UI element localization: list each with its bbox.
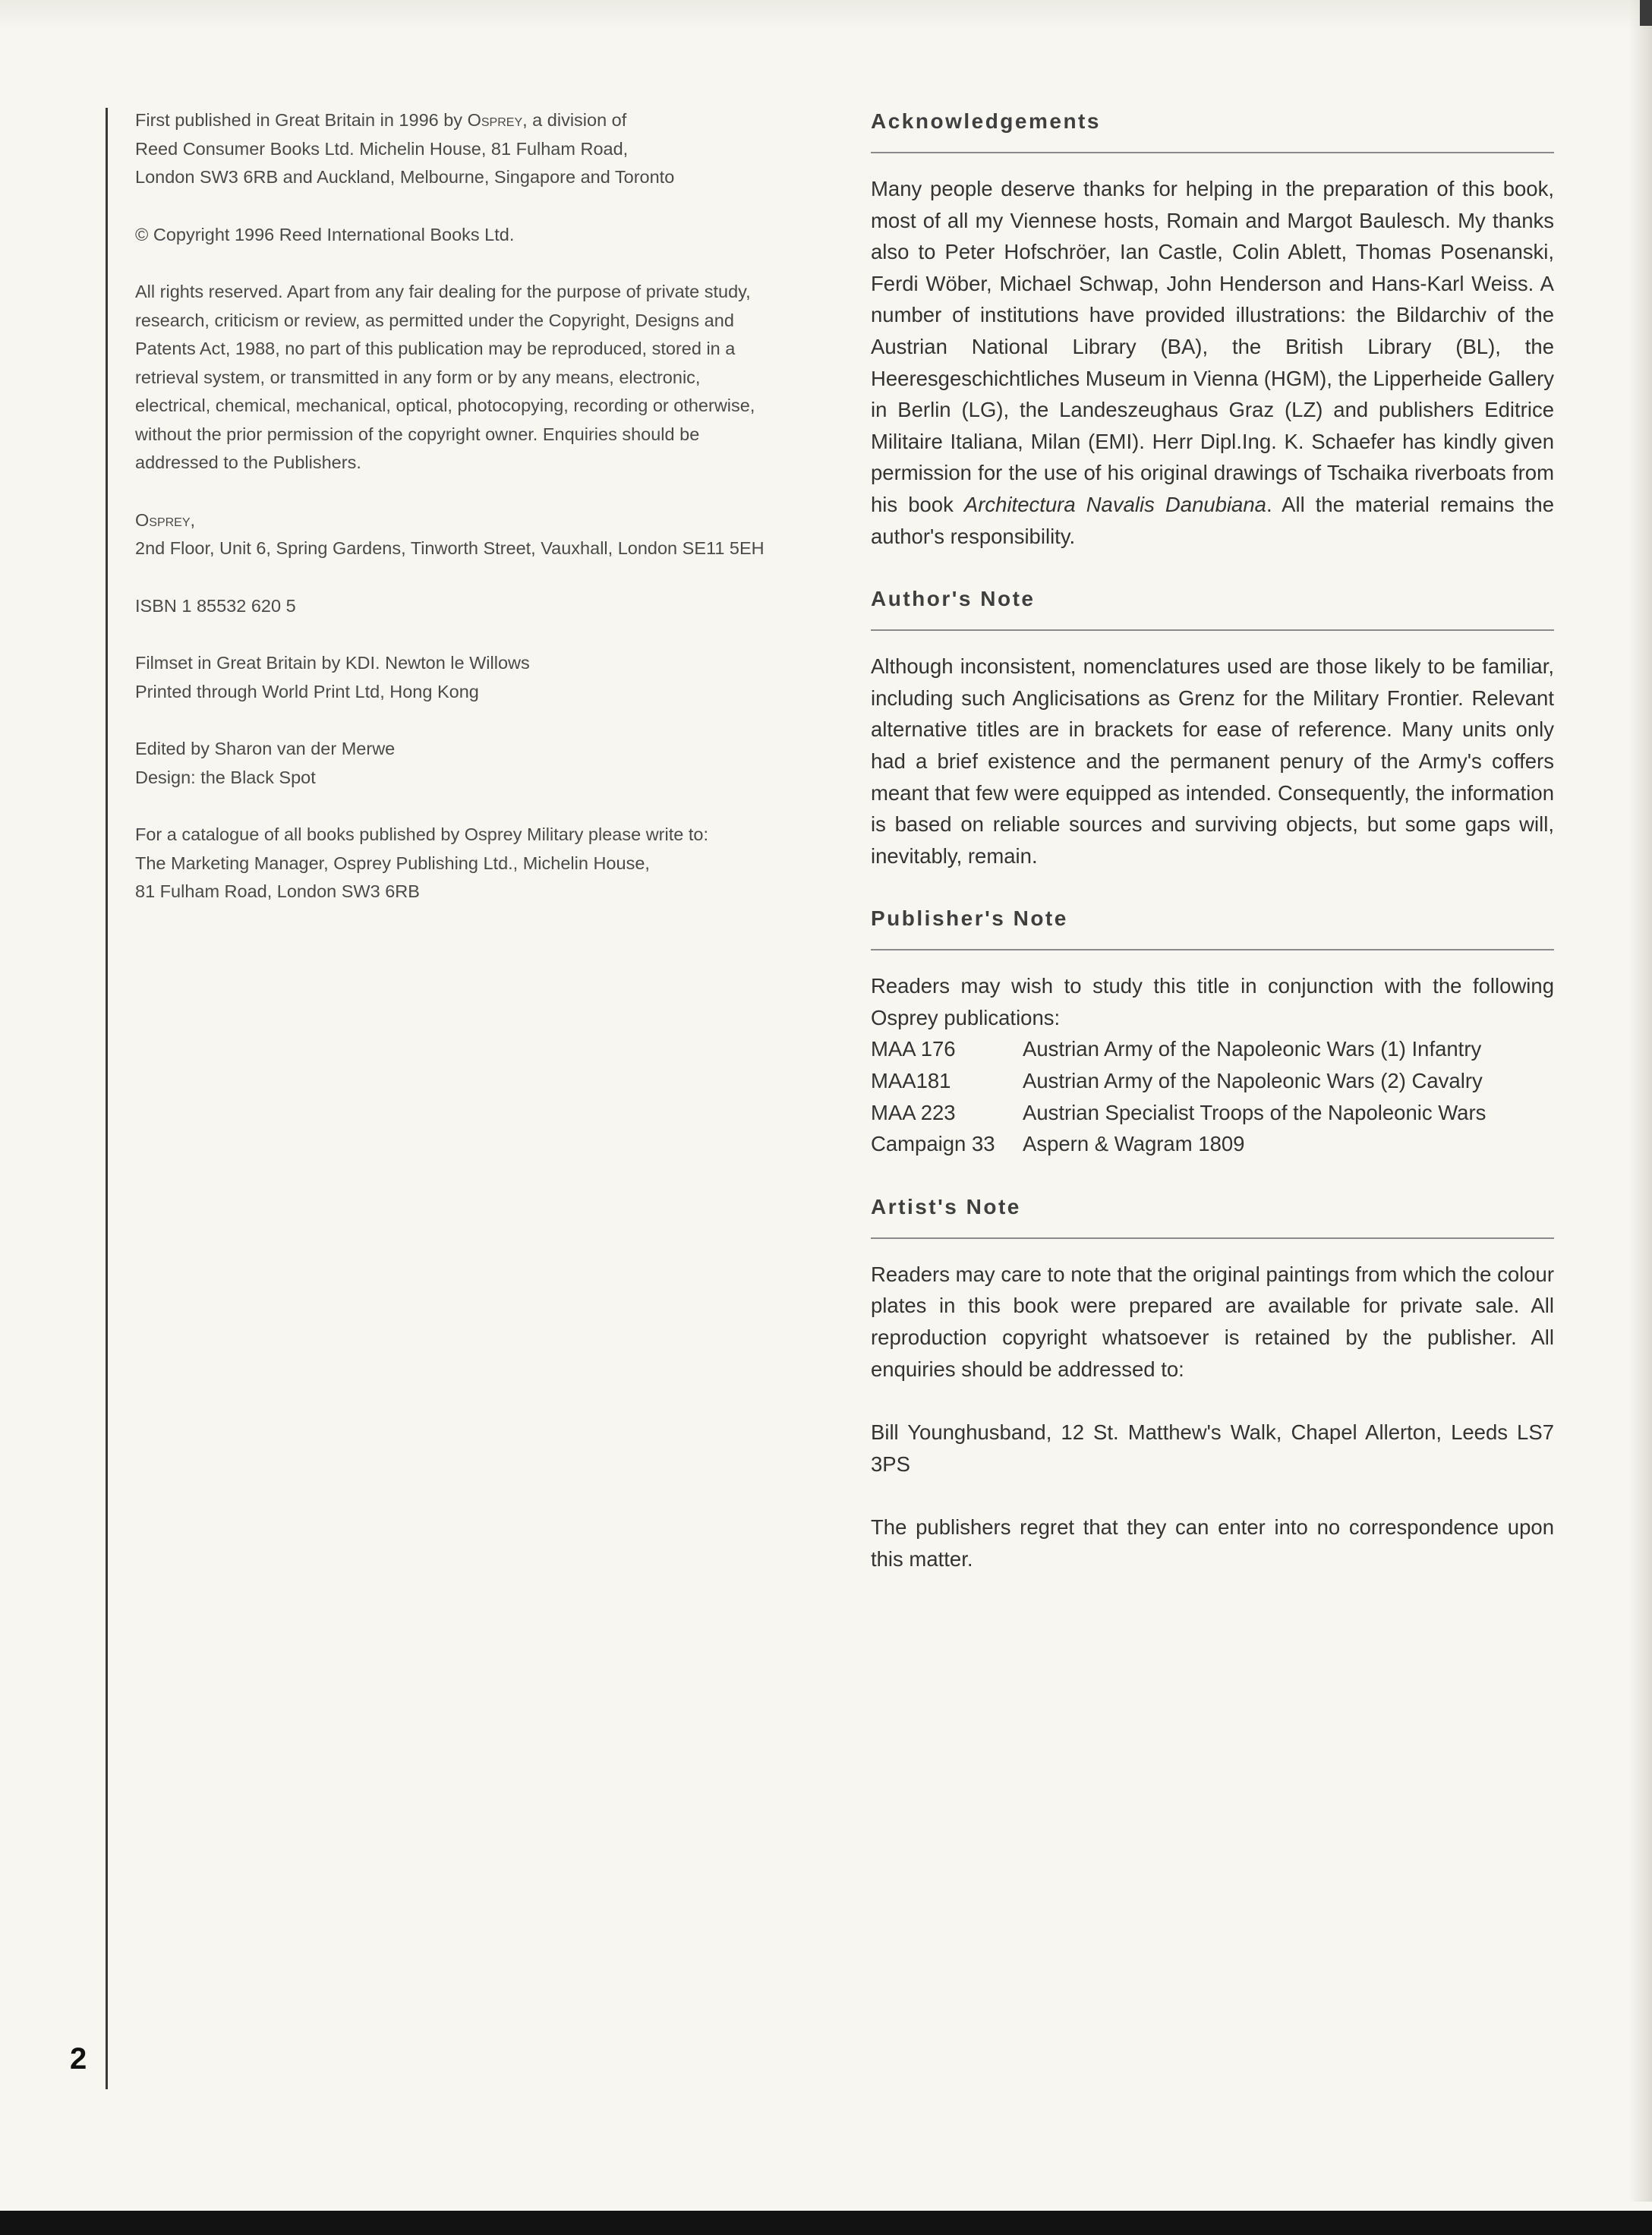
artists-note-rule	[871, 1237, 1554, 1239]
authors-note-heading: Author's Note	[871, 587, 1036, 611]
publication-title: Aspern & Wagram 1809	[1023, 1132, 1245, 1156]
publishers-note-rule	[871, 949, 1554, 950]
acknowledgements-heading: Acknowledgements	[871, 109, 1101, 133]
publication-code: MAA181	[871, 1069, 951, 1093]
publication-title: Austrian Army of the Napoleonic Wars (1) Infantry	[1023, 1037, 1482, 1061]
publication-title: Austrian Specialist Troops of the Napoleonic Wars	[1023, 1100, 1486, 1124]
publication-code: MAA 176	[871, 1037, 956, 1061]
artist-address: Bill Younghusband, 12 St. Matthew's Walk, Chapel Allerton, Leeds LS7 3PS	[871, 1420, 1554, 1476]
authors-note-text: Although inconsistent, nomenclatures used are those likely to be familiar, including such Anglicisations as Grenz for the Military Frontier. Relevant alternative titles are in brackets for ease of reference. Many units only had a brief existence and the permanent penury of the Army's coffers meant that few were equipped as intended. Consequently, the information is based on reliable sources and surviving objects, but some gaps will, inevitably, remain.	[871, 654, 1554, 868]
publisher-address: Osprey, 2nd Floor, Unit 6, Spring Gardens, Tinworth Street, Vauxhall, London SE11 5EH	[135, 509, 765, 558]
publication-row	[871, 1128, 1554, 1160]
scan-bottom-band	[0, 2211, 1652, 2235]
artists-note-closing: The publishers regret that they can enter into no correspondence upon this matter.	[871, 1515, 1554, 1571]
copyright-notice: © Copyright 1996 Reed International Books Ltd.	[135, 224, 515, 244]
artists-note-section	[871, 1192, 1554, 1575]
first-published-line-3: London SW3 6RB and Auckland, Melbourne, Singapore and Toronto	[135, 167, 675, 187]
first-published-line-1: First published in Great Britain in 1996 by Osprey, a division of	[135, 110, 627, 130]
publication-row	[871, 1033, 1554, 1065]
catalogue-request: For a catalogue of all books published by Osprey Military please write to: The Marketing Manager, Osprey Publishing Ltd., Michelin House, 81 Fulham Road, London SW3 6RB	[135, 824, 708, 901]
authors-note-rule	[871, 629, 1554, 631]
imprint-column	[135, 106, 834, 935]
publication-row	[871, 1065, 1554, 1097]
page-number: 2	[70, 2042, 87, 2076]
artists-note-heading: Artist's Note	[871, 1194, 1021, 1218]
publication-code: MAA 223	[871, 1100, 956, 1124]
publication-title: Austrian Army of the Napoleonic Wars (2) Cavalry	[1023, 1069, 1483, 1093]
page-top-shadow	[0, 0, 1652, 30]
publications-list	[871, 1033, 1554, 1159]
authors-note-section	[871, 584, 1554, 872]
page-right-edge-shadow	[1629, 0, 1652, 2202]
publication-row	[871, 1097, 1554, 1129]
publishers-note-heading: Publisher's Note	[871, 906, 1068, 931]
notes-column	[871, 106, 1554, 1575]
isbn: ISBN 1 85532 620 5	[135, 595, 296, 616]
filmset-credits: Filmset in Great Britain by KDI. Newton le Willows Printed through World Print Ltd, Hong Kong	[135, 653, 530, 701]
first-published-paragraph	[135, 106, 834, 192]
publication-code: Campaign 33	[871, 1132, 995, 1156]
book-title: Architectura Navalis Danubiana	[963, 492, 1266, 516]
acknowledgements-text: Many people deserve thanks for helping in the preparation of this book, most of all my Viennese hosts, Romain and Margot Baulesch. My thanks also to Peter Hofschröer, Ian Castle, Colin Ablett, Thomas Posenanski, Ferdi Wöber, Michael Schwap, John Henderson and Hans-Karl Weiss. A number of institutions have provided illustrations: the Bildarchiv of the Austrian National Library (BA), the British Library (BL), the Heeresgeschichtliches Museum in Vienna (HGM), the Lipperheide Gallery in Berlin (LG), the Landeszeughaus Graz (LZ) and publishers Editrice Militaire Italiana, Milan (EMI). Herr Dipl.Ing. K. Schaefer has kindly given permission for the use of his original drawings of Tschaika riverboats from his book Architectura Navalis Danubiana. All the material remains the author's responsibility.	[871, 177, 1554, 548]
editorial-credits: Edited by Sharon van der Merwe Design: the Black Spot	[135, 739, 396, 787]
publishers-note-intro: Readers may wish to study this title in conjunction with the following Osprey publications:	[871, 974, 1554, 1029]
publishers-note-section	[871, 903, 1554, 1160]
first-published-line-2: Reed Consumer Books Ltd. Michelin House, 81 Fulham Road,	[135, 138, 629, 159]
artists-note-text: Readers may care to note that the original paintings from which the colour plates in this book were prepared are available for private sale. All reproduction copyright whatsoever is retained by the publisher. All enquiries should be addressed to:	[871, 1262, 1554, 1381]
acknowledgements-rule	[871, 152, 1554, 153]
rights-paragraph: All rights reserved. Apart from any fair dealing for the purpose of private study, research, criticism or review, as permitted under the Copyright, Designs and Patents Act, 1988, no part of this publication may be reproduced, stored in a retrieval system, or transmitted in any form or by any means, electronic, electrical, chemical, mechanical, optical, photocopying, recording or otherwise, without the prior permission of the copyright owner. Enquiries should be addressed to the Publishers.	[135, 282, 755, 472]
page-corner-mark	[1640, 0, 1652, 26]
margin-rule	[106, 108, 108, 2089]
acknowledgements-section	[871, 106, 1554, 552]
